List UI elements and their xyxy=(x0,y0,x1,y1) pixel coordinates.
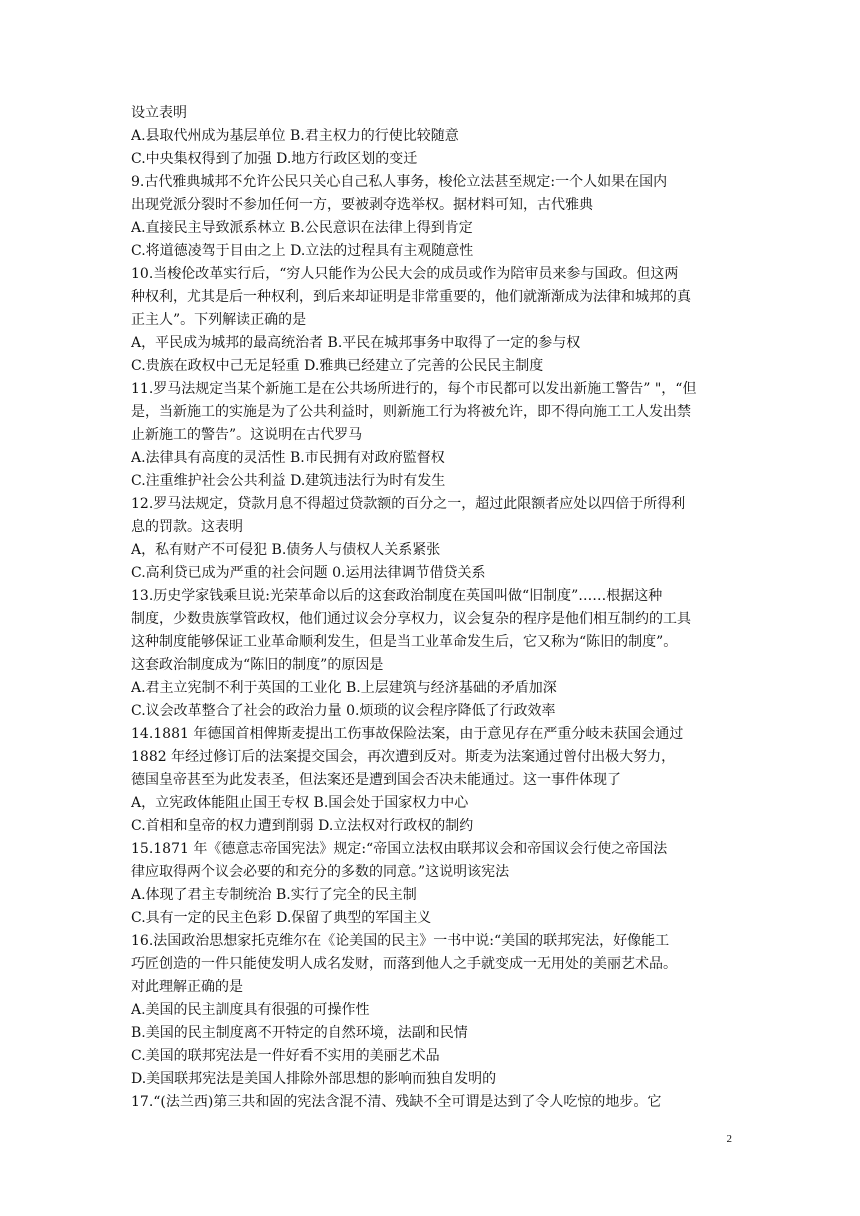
text-line: A，私有财产不可侵犯 B.债务人与债权人关系紧张 xyxy=(131,542,441,558)
text-line: 是，当新施工的实施是为了公共利益时，则新施工行为将被允许，即不得向施工工人发出禁 xyxy=(131,404,691,420)
text-line: D.美国联邦宪法是美国人排除外部思想的影响而独自发明的 xyxy=(131,1071,497,1087)
text-line: C.美国的联邦宪法是一件好看不实用的美丽艺术品 xyxy=(131,1048,440,1064)
text-line: C.将道德凌驾于目由之上 D.立法的过程具有主观随意性 xyxy=(131,243,474,259)
text-line: 9.古代雅典城邦不允许公民只关心自己私人事务，梭伦立法甚至规定:一个人如果在国内 xyxy=(131,174,668,190)
text-line: A.美国的民主訓度具有很强的可操作性 xyxy=(131,1002,370,1018)
text-line: 对此理解正确的是 xyxy=(131,979,243,995)
text-line: 13.历史学家钱乘旦说:光荣革命以后的这套政治制度在英国叫做“旧制度”……根据这种 xyxy=(131,588,663,604)
text-line: 12.罗马法规定，贷款月息不得超过贷款额的百分之一，超过此限额者应处以四倍于所得利 xyxy=(131,496,686,512)
text-line: 巧匠创造的一件只能使发明人成名发财，而落到他人之手就变成一无用处的美丽艺术品。 xyxy=(131,956,677,972)
text-line: C.贵族在政权中己无足轻重 D.雅典已经建立了完善的公民民主制度 xyxy=(131,358,544,374)
text-line: 息的罚款。这表明 xyxy=(131,519,243,535)
text-line: 德国皇帝甚至为此发表圣，但法案还是遭到国会否决未能通过。这一事件体现了 xyxy=(131,772,621,788)
text-line: 这套政治制度成为“陈旧的制度”的原因是 xyxy=(131,657,384,673)
text-line: 出现党派分裂时不参加任何一方，要被剥夺选举权。据材料可知，古代雅典 xyxy=(131,197,593,213)
text-line: A.体现了君主专制统治 B.实行了完全的民主制 xyxy=(131,887,417,903)
text-line: A，平民成为城邦的最高统治者 B.平民在城邦事务中取得了一定的参与权 xyxy=(131,335,581,351)
text-line: 设立表明 xyxy=(131,105,187,121)
text-line: B.美国的民主制度离不开特定的自然环境，法副和民情 xyxy=(131,1025,468,1041)
text-line: 1882 年经过修订后的法案提交国会，再次遭到反对。斯麦为法案通过曾付出极大努力， xyxy=(131,749,676,765)
text-line: A.君主立宪制不利于英国的工业化 B.上层建筑与经济基础的矛盾加深 xyxy=(131,680,557,696)
text-line: 10.当梭伦改革实行后，“穷人只能作为公民大会的成员或作为陪审员来参与国政。但这两 xyxy=(131,266,679,282)
text-line: 正主人”。下列解读正确的是 xyxy=(131,312,307,328)
text-line: A.直接民主导致派系林立 B.公民意识在法律上得到肯定 xyxy=(131,220,473,236)
question-text-block xyxy=(131,102,831,1114)
text-line: C.注重维护社会公共利益 D.建筑违法行为时有发生 xyxy=(131,473,446,489)
text-line: C.高利贷已成为严重的社会问题 0.运用法律调节借贷关系 xyxy=(131,565,486,581)
text-line: C.首相和皇帝的权力遭到削弱 D.立法权对行政权的制约 xyxy=(131,818,474,834)
text-line: C.中央集权得到了加强 D.地方行政区划的变迁 xyxy=(131,151,418,167)
text-line: 种权利，尤其是后一种权利，到后来却证明是非常重要的，他们就渐渐成为法律和城邦的真 xyxy=(131,289,691,305)
text-line: 17.“(法兰西)第三共和固的宪法含混不清、残缺不全可谓是达到了令人吃惊的地步。它 xyxy=(131,1094,662,1110)
text-line: C.议会改革整合了社会的政治力量 0.烦琐的议会程序降低了行政效率 xyxy=(131,703,556,719)
text-line: A，立宪政体能阻止国王专权 B.国会处于国家权力中心 xyxy=(131,795,469,811)
text-line: A.法律具有高度的灵活性 B.市民拥有对政府監督权 xyxy=(131,450,445,466)
text-line: 14.1881 年德国首相俾斯麦提出工伤事故保险法案，由于意见存在严重分岐未获国会通过 xyxy=(131,726,684,742)
text-line: 律应取得两个议会必要的和充分的多数的同意。”这说明该宪法 xyxy=(131,864,510,880)
text-line: 11.罗马法规定当某个新施工是在公共场所进行的，每个市民都可以发出新施工警告” "，“但 xyxy=(131,381,697,397)
text-line: 制度，少数贵族掌管政权，他们通过议会分享权力，议会复杂的程序是他们相互制约的工具 xyxy=(131,611,691,627)
text-line: 15.1871 年《德意志帝国宪法》规定:“帝国立法权由联邦议会和帝国议会行使之帝国法 xyxy=(131,841,668,857)
text-line: 这种制度能够保证工业革命顺利发生，但是当工业革命发生后，它又称为“陈旧的制度”。 xyxy=(131,634,678,650)
page-number: 2 xyxy=(726,1133,732,1145)
text-line: C.具有一定的民主色彩 D.保留了典型的军国主义 xyxy=(131,910,432,926)
text-line: A.县取代州成为基层单位 B.君主权力的行使比较随意 xyxy=(131,128,459,144)
text-line: 16.法国政治思想家托克维尔在《论美国的民主》一书中说:“美国的联邦宪法，好像能工 xyxy=(131,933,670,949)
text-line: 止新施工的警告”。这说明在古代罗马 xyxy=(131,427,363,443)
